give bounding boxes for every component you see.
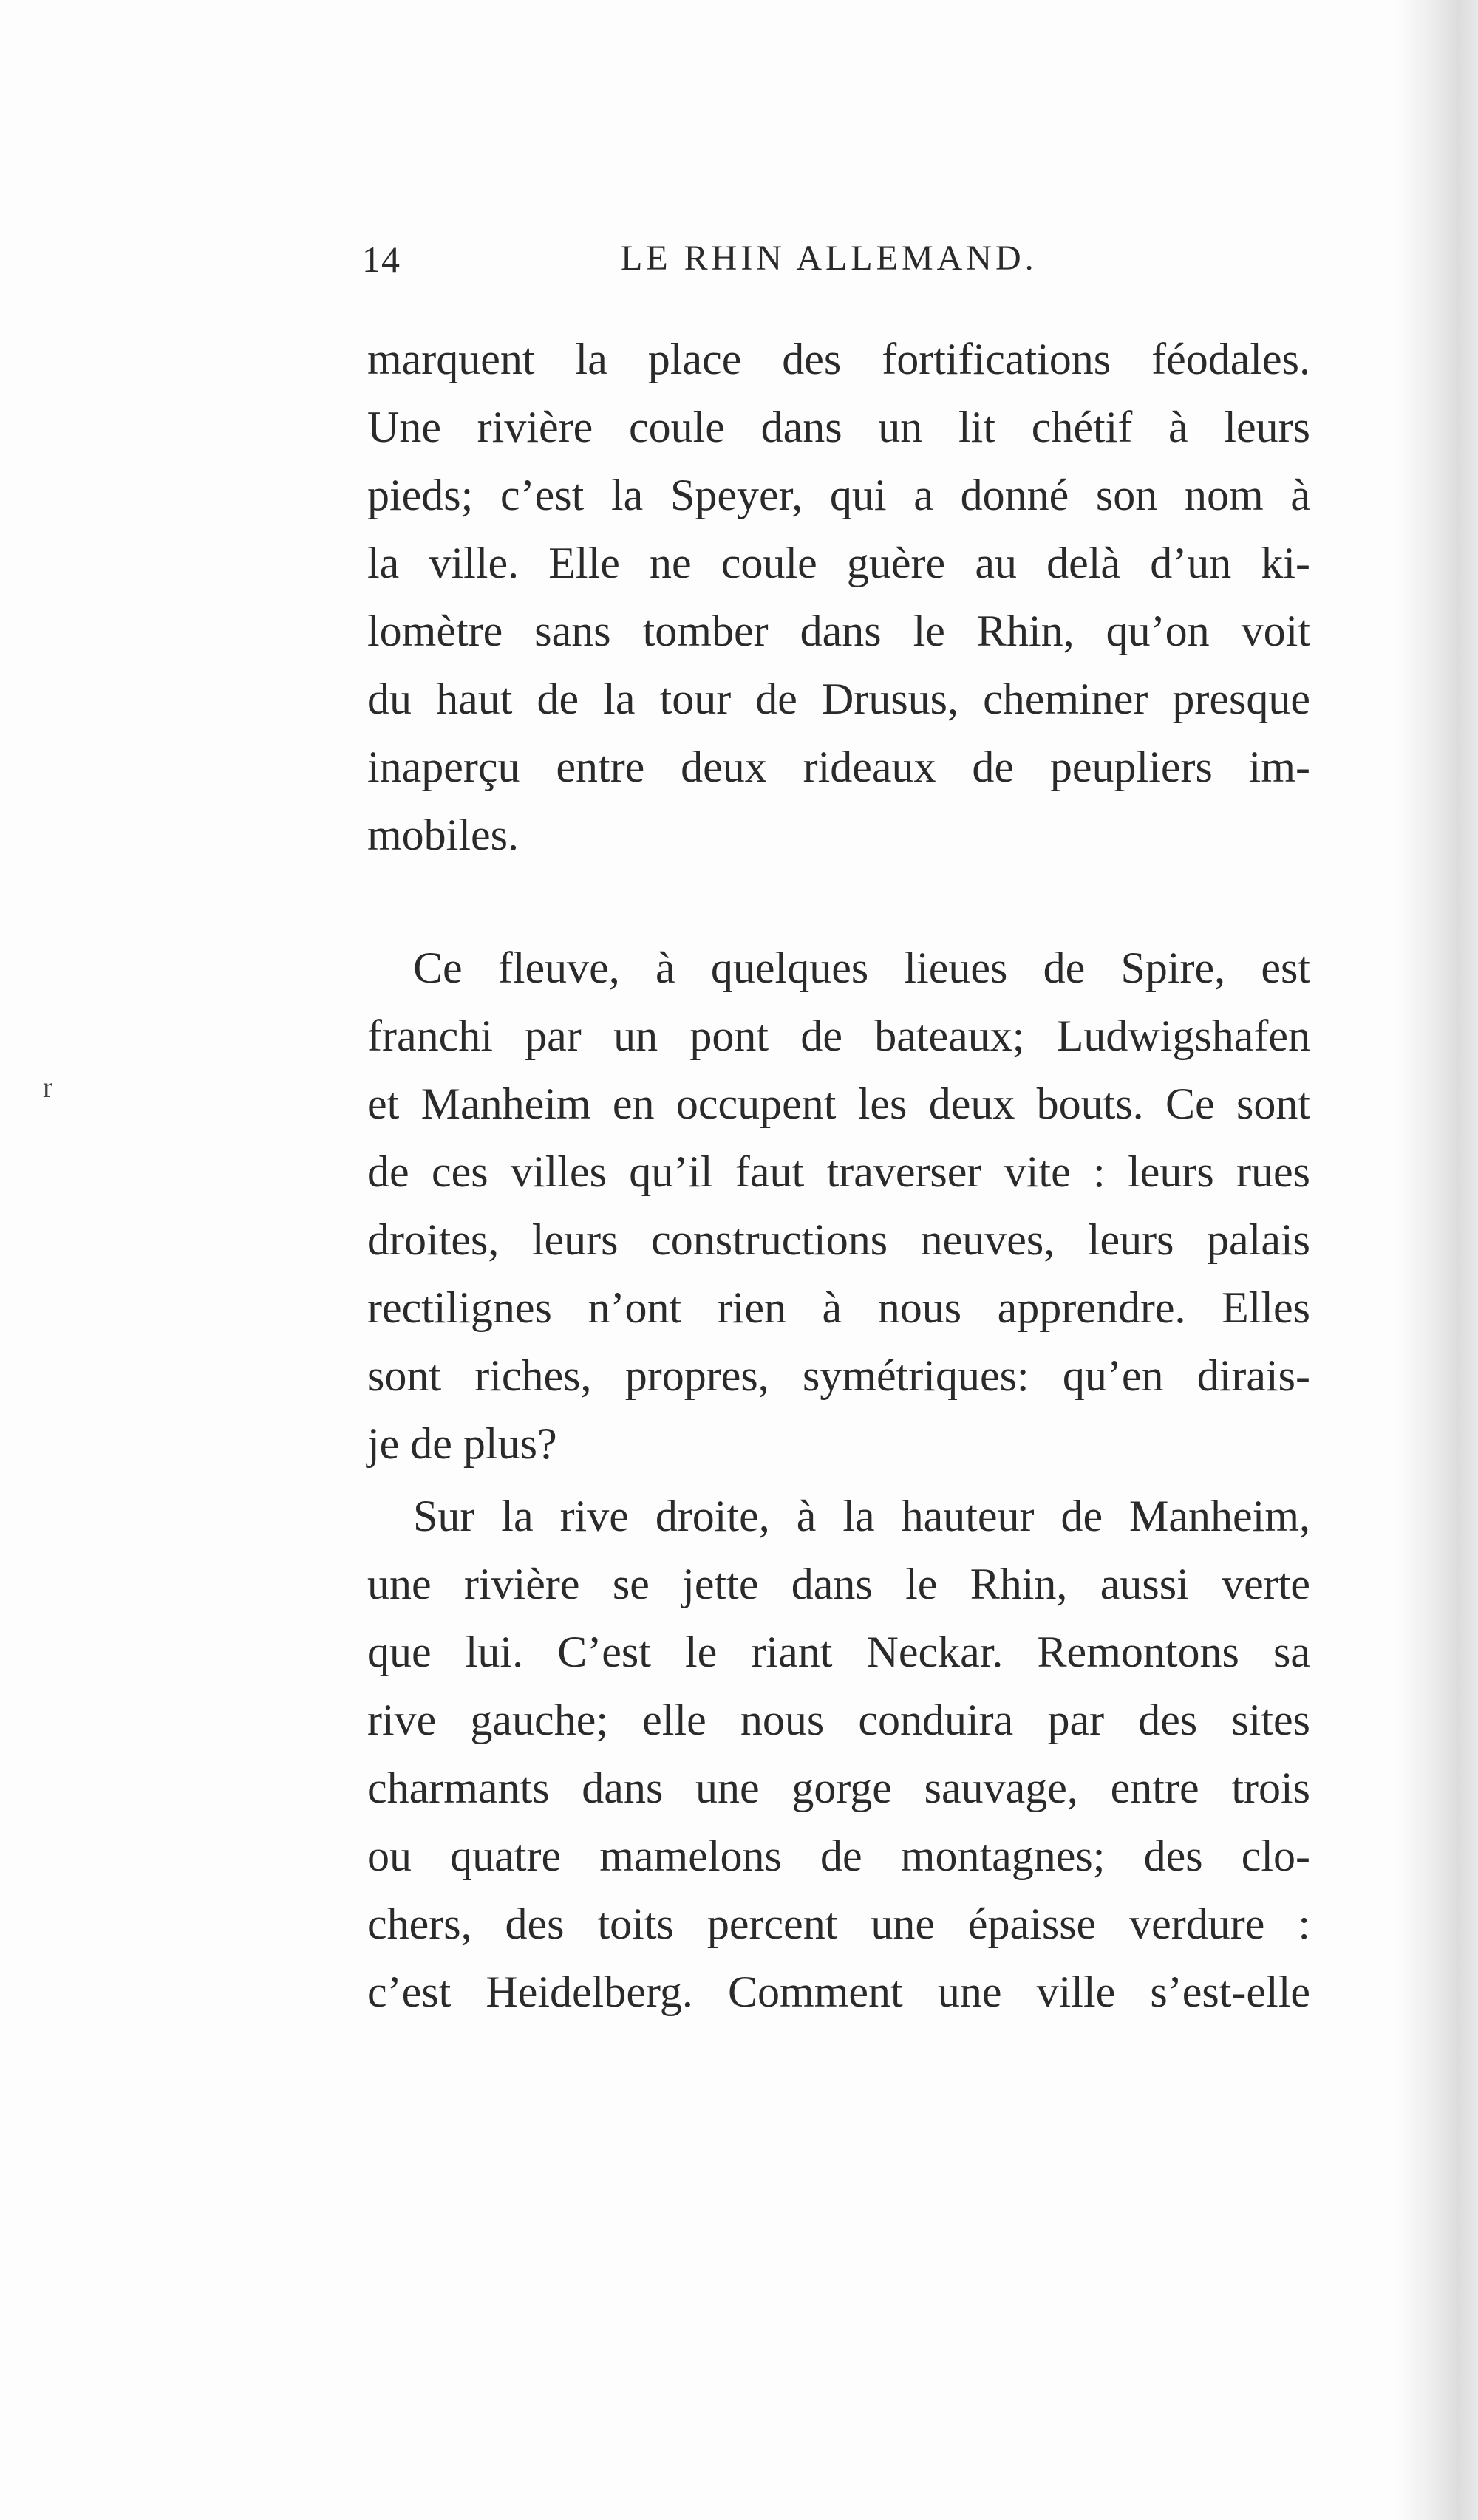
text-line: la ville. Elle ne coule guère au delà d’un ki- — [367, 539, 1310, 587]
text-line: que lui. C’est le riant Neckar. Remontons sa — [367, 1628, 1310, 1676]
margin-ink-mark: r — [43, 1071, 53, 1104]
text-line: rectilignes n’ont rien à nous apprendre. Elles — [367, 1283, 1310, 1332]
body-text — [367, 325, 1310, 2026]
text-line: Sur la rive droite, à la hauteur de Manheim, — [413, 1492, 1310, 1540]
text-line: pieds; c’est la Speyer, qui a donné son nom à — [367, 471, 1310, 519]
text-line: ou quatre mamelons de montagnes; des clo- — [367, 1831, 1310, 1880]
text-line: je de plus? — [367, 1419, 557, 1468]
paragraph-gap — [367, 869, 1310, 934]
text-line: droites, leurs constructions neuves, leurs palais — [367, 1215, 1310, 1264]
text-line: franchi par un pont de bateaux; Ludwigshafen — [367, 1011, 1310, 1060]
text-line: Une rivière coule dans un lit chétif à leurs — [367, 403, 1310, 451]
paragraph-1 — [367, 325, 1310, 869]
text-line: et Manheim en occupent les deux bouts. Ce sont — [367, 1079, 1310, 1128]
page-header — [362, 238, 1323, 290]
text-line: rive gauche; elle nous conduira par des sites — [367, 1696, 1310, 1744]
text-line: chers, des toits percent une épaisse verdure : — [367, 1899, 1310, 1948]
page-number: 14 — [362, 239, 401, 280]
paragraph-3 — [367, 1482, 1310, 2026]
text-line: une rivière se jette dans le Rhin, aussi verte — [367, 1560, 1310, 1608]
page-gutter-shadow — [1397, 0, 1478, 2520]
running-title: LE RHIN ALLEMAND. — [621, 239, 1038, 278]
text-line: c’est Heidelberg. Comment une ville s’est-elle — [367, 1967, 1310, 2016]
text-line: du haut de la tour de Drusus, cheminer presque — [367, 675, 1310, 723]
text-line: Ce fleuve, à quelques lieues de Spire, est — [413, 943, 1310, 992]
text-line: inaperçu entre deux rideaux de peupliers im- — [367, 742, 1310, 791]
text-line: marquent la place des fortifications féodales. — [367, 335, 1310, 383]
text-line: lomètre sans tomber dans le Rhin, qu’on voit — [367, 607, 1310, 655]
text-line: sont riches, propres, symétriques: qu’en dirais- — [367, 1351, 1310, 1400]
paragraph-2 — [367, 934, 1310, 1478]
text-line: charmants dans une gorge sauvage, entre trois — [367, 1763, 1310, 1812]
text-line: mobiles. — [367, 810, 519, 859]
text-line: de ces villes qu’il faut traverser vite : leurs rues — [367, 1147, 1310, 1196]
